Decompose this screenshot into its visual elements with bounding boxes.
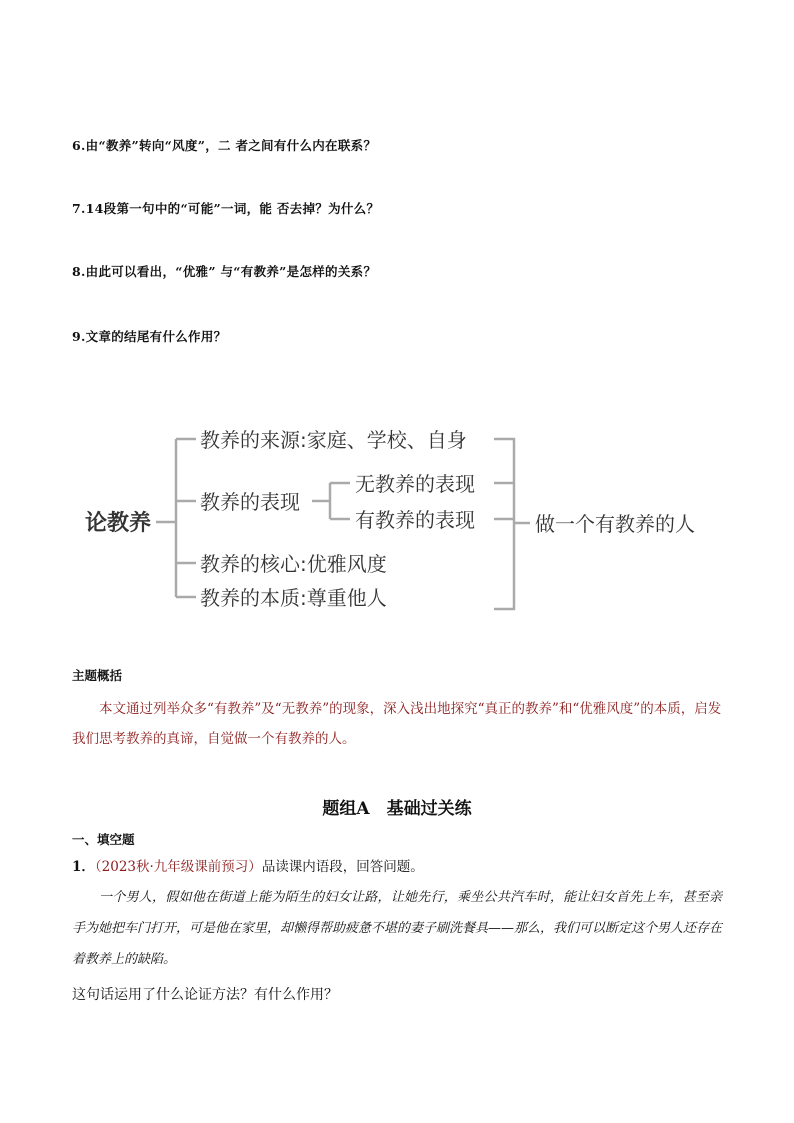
branch-essence: 教养的本质:尊重他人 <box>200 586 387 610</box>
sub-branch-no-cultivation: 无教养的表现 <box>355 472 475 496</box>
mind-map-diagram <box>0 415 794 615</box>
reading-passage: 一个男人，假如他在街道上能为陌生的妇女让路，让她先行，乘坐公共汽车时，能让妇女首先上车，甚至亲手为她把车门打开，可是他在家里，却懒得帮助疲惫不堪的妻子刷洗餐具——那么，我们可以断定这个男人还存在着教养上的缺陷。 <box>72 890 723 967</box>
item-source: （2023秋·九年级课前预习） <box>94 859 262 875</box>
mind-map-root: 论教养 <box>85 511 152 536</box>
branch-performance: 教养的表现 <box>200 490 300 514</box>
branch-core: 教养的核心:优雅风度 <box>200 552 387 576</box>
question-8: 8.由此可以看出，“优雅” 与“有教养”是怎样的关系？ <box>72 264 377 279</box>
section-title: 题组A 基础过关练 <box>322 799 472 819</box>
branch-source: 教养的来源:家庭、学校、自身 <box>200 428 467 452</box>
item-question: 这句话运用了什么论证方法？有什么作用？ <box>72 987 338 1003</box>
section-subtitle: 一、填空题 <box>72 832 135 847</box>
item-prompt: 品读课内语段，回答问题。 <box>261 859 424 875</box>
mind-map-conclusion: 做一个有教养的人 <box>535 512 695 536</box>
question-6: 6.由“教养”转向“风度”，二 者之间有什么内在联系？ <box>72 138 377 153</box>
theme-title: 主题概括 <box>72 668 123 683</box>
sub-branch-with-cultivation: 有教养的表现 <box>355 508 475 532</box>
item-number: 1． <box>72 859 95 875</box>
item-1-heading <box>72 855 424 875</box>
theme-body: 本文通过列举众多“有教养”及“无教养”的现象，深入浅出地探究“真正的教养”和“优雅风度”的本质，启发我们思考教养的真谛，自觉做一个有教养的人。 <box>72 701 722 747</box>
question-7: 7.14段第一句中的“可能”一词，能 否去掉？为什么？ <box>72 201 380 216</box>
question-9: 9.文章的结尾有什么作用？ <box>72 329 227 344</box>
